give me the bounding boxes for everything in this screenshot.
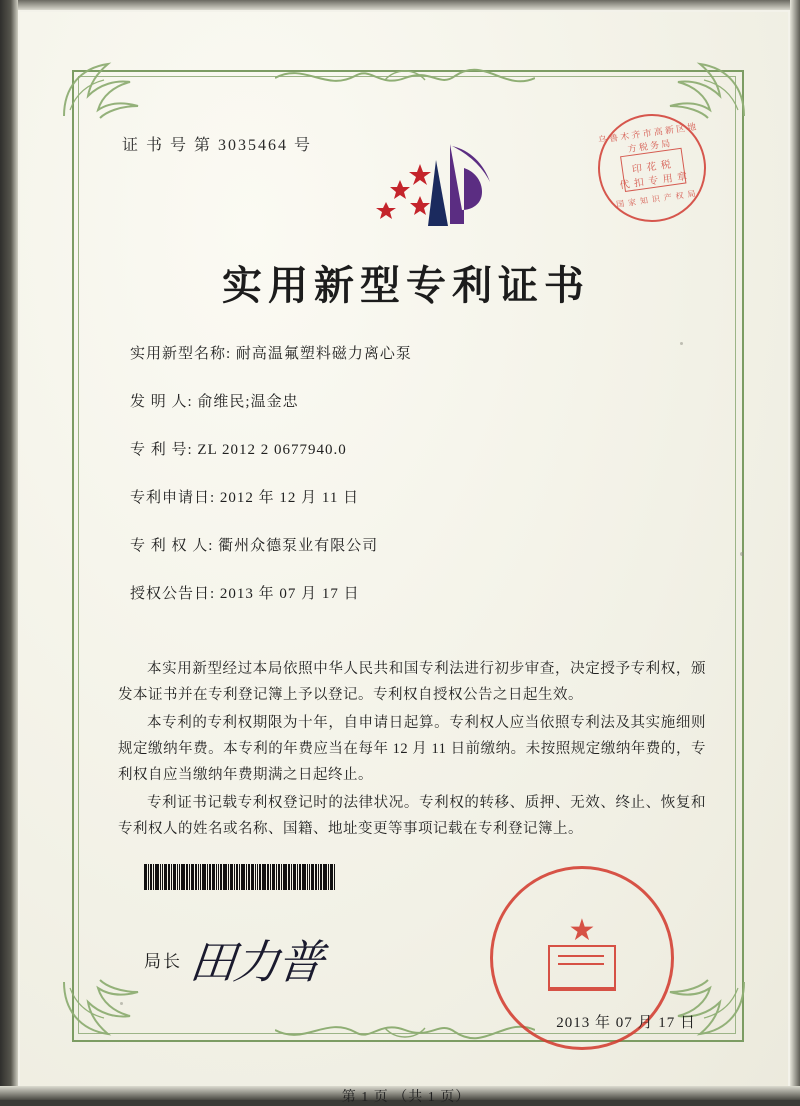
scan-edge-top <box>0 0 800 10</box>
grant-date: 2013 年 07 月 17 日 <box>556 1015 696 1031</box>
legal-paragraph: 本专利的专利权期限为十年，自申请日起算。专利权人应当依照专利法及其实施细则规定缴纳年费。本专利的年费应当在每年 12 月 11 日前缴纳。未按照规定缴纳年费的，专利权自应当缴纳年费期满之日起终止。 <box>118 715 706 783</box>
legal-paragraph: 专利证书记载专利权登记时的法律状况。专利权的转移、质押、无效、终止、恢复和专利权人的姓名或名称、国籍、地址变更等事项记载在专利登记簿上。 <box>118 795 706 837</box>
field-value: 2012 年 12 月 11 日 <box>219 490 360 506</box>
field-value: 衢州众德泵业有限公司 <box>218 538 379 554</box>
stamp-star-icon: ★ <box>568 914 596 947</box>
tax-stamp-line1: 印 花 税 <box>631 159 673 176</box>
field-row <box>130 390 690 411</box>
field-label: 专利申请日: <box>130 490 216 506</box>
certificate-number: 证 书 号 第 3035464 号 <box>122 137 313 154</box>
field-label: 发 明 人: <box>130 394 193 410</box>
field-value: ZL 2012 2 0677940.0 <box>197 442 347 458</box>
legal-text-block <box>118 656 706 844</box>
field-row <box>130 582 690 603</box>
field-row <box>130 534 690 555</box>
director-signature: 田力普 <box>186 935 325 989</box>
legal-paragraph: 本实用新型经过本局依照中华人民共和国专利法进行初步审查，决定授予专利权，颁发本证书并在专利登记簿上予以登记。专利权自授权公告之日起生效。 <box>118 661 706 703</box>
page-title: 实用新型专利证书 <box>222 262 590 309</box>
field-value: 俞维民;温金忠 <box>197 394 299 410</box>
tax-stamp-arc-text: 乌 鲁 木 齐 市 高 新 区 地 方 税 务 局 <box>597 121 697 155</box>
signature-row <box>144 926 325 992</box>
certificate-paper <box>20 12 788 1105</box>
page-footer: 第 1 页 （共 1 页） <box>341 1090 471 1105</box>
field-label: 授权公告日: <box>130 586 216 602</box>
field-value: 耐高温氟塑料磁力离心泵 <box>235 346 412 362</box>
scan-speck <box>120 1002 123 1005</box>
tax-stamp <box>591 107 713 229</box>
certificate-content <box>78 76 734 1105</box>
field-label: 专 利 号: <box>130 442 193 458</box>
field-value: 2013 年 07 月 17 日 <box>219 586 360 602</box>
field-list <box>130 342 690 630</box>
field-label: 专 利 权 人: <box>130 538 214 554</box>
field-row <box>130 438 690 459</box>
scan-edge-right <box>790 0 800 1100</box>
field-row <box>130 342 690 363</box>
scan-speck <box>680 342 683 345</box>
barcode <box>144 864 380 890</box>
tax-stamp-line2: 代 扣 专 用 章 <box>618 171 689 192</box>
director-label: 局长 <box>144 951 182 971</box>
scan-speck <box>740 552 744 556</box>
scan-edge-left <box>0 0 18 1100</box>
field-row <box>130 486 690 507</box>
tax-stamp-bottom-text: 国 家 知 识 产 权 局 <box>615 189 698 210</box>
patent-office-logo-icon <box>358 138 498 230</box>
field-label: 实用新型名称: <box>130 346 232 362</box>
